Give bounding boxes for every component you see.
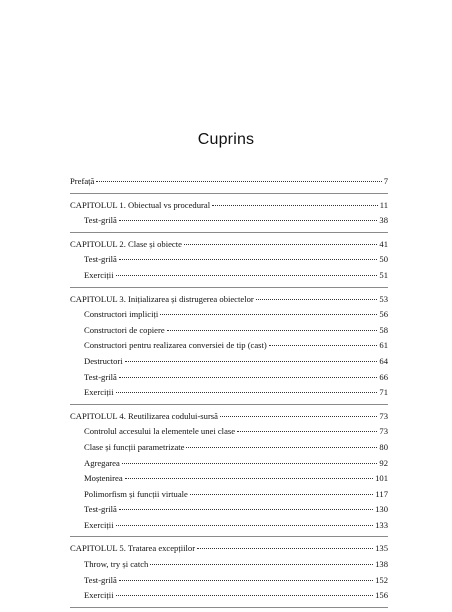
toc-subentry-title: Destructori <box>84 355 123 366</box>
toc-subentry <box>70 252 388 268</box>
toc-subentry <box>70 370 388 386</box>
dot-leader <box>160 314 377 315</box>
dot-leader <box>237 431 377 432</box>
toc-subentry-title: Test-grilă <box>84 215 117 226</box>
page-number: 51 <box>379 269 388 280</box>
toc-subentry <box>70 440 388 456</box>
dot-leader <box>125 478 373 479</box>
toc-entry <box>70 198 388 214</box>
toc-entry <box>70 237 388 253</box>
toc-subentry <box>70 557 388 573</box>
toc-subentry <box>70 471 388 487</box>
dot-leader <box>190 494 374 495</box>
dot-leader <box>256 299 378 300</box>
dot-leader <box>116 595 374 596</box>
toc-subentry <box>70 588 388 604</box>
toc-subentry-title: Moștenirea <box>84 473 123 484</box>
dot-leader <box>269 345 378 346</box>
page-number: 41 <box>379 238 388 249</box>
toc-entry <box>70 541 388 557</box>
page-number: 38 <box>379 215 388 226</box>
page-number: 73 <box>379 426 388 437</box>
dot-leader <box>150 564 373 565</box>
toc-subentry <box>70 323 388 339</box>
dot-leader <box>212 205 378 206</box>
toc-subentry <box>70 502 388 518</box>
toc-subentry <box>70 213 388 229</box>
toc-entry <box>70 292 388 308</box>
toc-entry-title: CAPITOLUL 5. Tratarea excepțiilor <box>70 543 196 554</box>
toc-subentry-title: Agregarea <box>84 457 120 468</box>
dot-leader <box>125 361 378 362</box>
page-number: 66 <box>379 371 388 382</box>
dot-leader <box>96 181 381 182</box>
toc-subentry <box>70 307 388 323</box>
toc-subentry <box>70 456 388 472</box>
toc-entry-title: CAPITOLUL 2. Clase și obiecte <box>70 238 182 249</box>
toc-subentry-title: Test-grilă <box>84 504 117 515</box>
page-number: 92 <box>379 457 388 468</box>
page-number: 80 <box>379 441 388 452</box>
toc-section <box>70 541 388 607</box>
page-number: 50 <box>379 254 388 265</box>
page-number: 152 <box>375 574 388 585</box>
page-title: Cuprins <box>197 131 255 148</box>
page-number: 64 <box>379 355 388 366</box>
toc-entry <box>70 174 388 190</box>
toc-subentry-title: Test-grilă <box>84 371 117 382</box>
toc-subentry-title: Clase și funcții parametrizate <box>84 441 185 452</box>
toc-subentry-title: Exerciții <box>84 519 114 530</box>
dot-leader <box>220 416 377 417</box>
table-of-contents <box>70 174 388 612</box>
page-number: 138 <box>375 559 388 570</box>
toc-subentry <box>70 268 388 284</box>
dot-leader <box>197 548 373 549</box>
toc-entry-title: Prefață <box>70 176 95 186</box>
page-number: 56 <box>379 309 388 320</box>
toc-subentry <box>70 424 388 440</box>
dot-leader <box>119 580 373 581</box>
toc-subentry <box>70 487 388 503</box>
page-number: 156 <box>375 590 388 601</box>
toc-section <box>70 174 388 194</box>
dot-leader <box>116 392 378 393</box>
toc-subentry-title: Constructori de copiere <box>84 324 165 335</box>
dot-leader <box>186 447 377 448</box>
toc-subentry <box>70 518 388 534</box>
page-number: 11 <box>379 199 388 210</box>
toc-subentry-title: Exerciții <box>84 269 114 280</box>
toc-subentry-title: Controlul accesului la elementele unei clase <box>84 426 236 437</box>
page-number: 135 <box>375 543 388 554</box>
dot-leader <box>116 525 374 526</box>
toc-section <box>70 198 388 233</box>
toc-entry-title: CAPITOLUL 3. Inițializarea și distrugerea obiectelor <box>70 293 254 304</box>
page-number: 53 <box>379 293 388 304</box>
page-number: 101 <box>375 473 388 484</box>
page-number: 7 <box>383 176 388 186</box>
dot-leader <box>119 220 378 221</box>
toc-subentry-title: Constructori impliciți <box>84 309 159 320</box>
page-number: 58 <box>379 324 388 335</box>
toc-entry <box>70 409 388 425</box>
dot-leader <box>119 377 378 378</box>
toc-section <box>70 409 388 538</box>
dot-leader <box>184 244 377 245</box>
toc-subentry-title: Exerciții <box>84 387 114 398</box>
dot-leader <box>122 463 378 464</box>
page-number: 73 <box>379 410 388 421</box>
toc-entry-title: CAPITOLUL 4. Reutilizarea codului-sursă <box>70 410 218 421</box>
toc-section <box>70 237 388 288</box>
dot-leader <box>119 259 378 260</box>
toc-subentry-title: Constructori pentru realizarea conversiei de tip (cast) <box>84 340 267 351</box>
toc-section <box>70 292 388 405</box>
toc-subentry <box>70 354 388 370</box>
page-number: 71 <box>379 387 388 398</box>
toc-subentry-title: Test-grilă <box>84 254 117 265</box>
toc-entry-title: CAPITOLUL 1. Obiectual vs procedural <box>70 199 211 210</box>
dot-leader <box>167 330 378 331</box>
page-number: 117 <box>375 488 388 499</box>
dot-leader <box>116 275 378 276</box>
page-number: 133 <box>375 519 388 530</box>
page-number: 61 <box>379 340 388 351</box>
toc-subentry <box>70 338 388 354</box>
toc-subentry <box>70 573 388 589</box>
dot-leader <box>119 509 373 510</box>
toc-subentry-title: Polimorfism și funcții virtuale <box>84 488 188 499</box>
page-number: 130 <box>375 504 388 515</box>
toc-subentry <box>70 385 388 401</box>
toc-subentry-title: Test-grilă <box>84 574 117 585</box>
toc-subentry-title: Exerciții <box>84 590 114 601</box>
toc-subentry-title: Throw, try și catch <box>84 559 149 570</box>
